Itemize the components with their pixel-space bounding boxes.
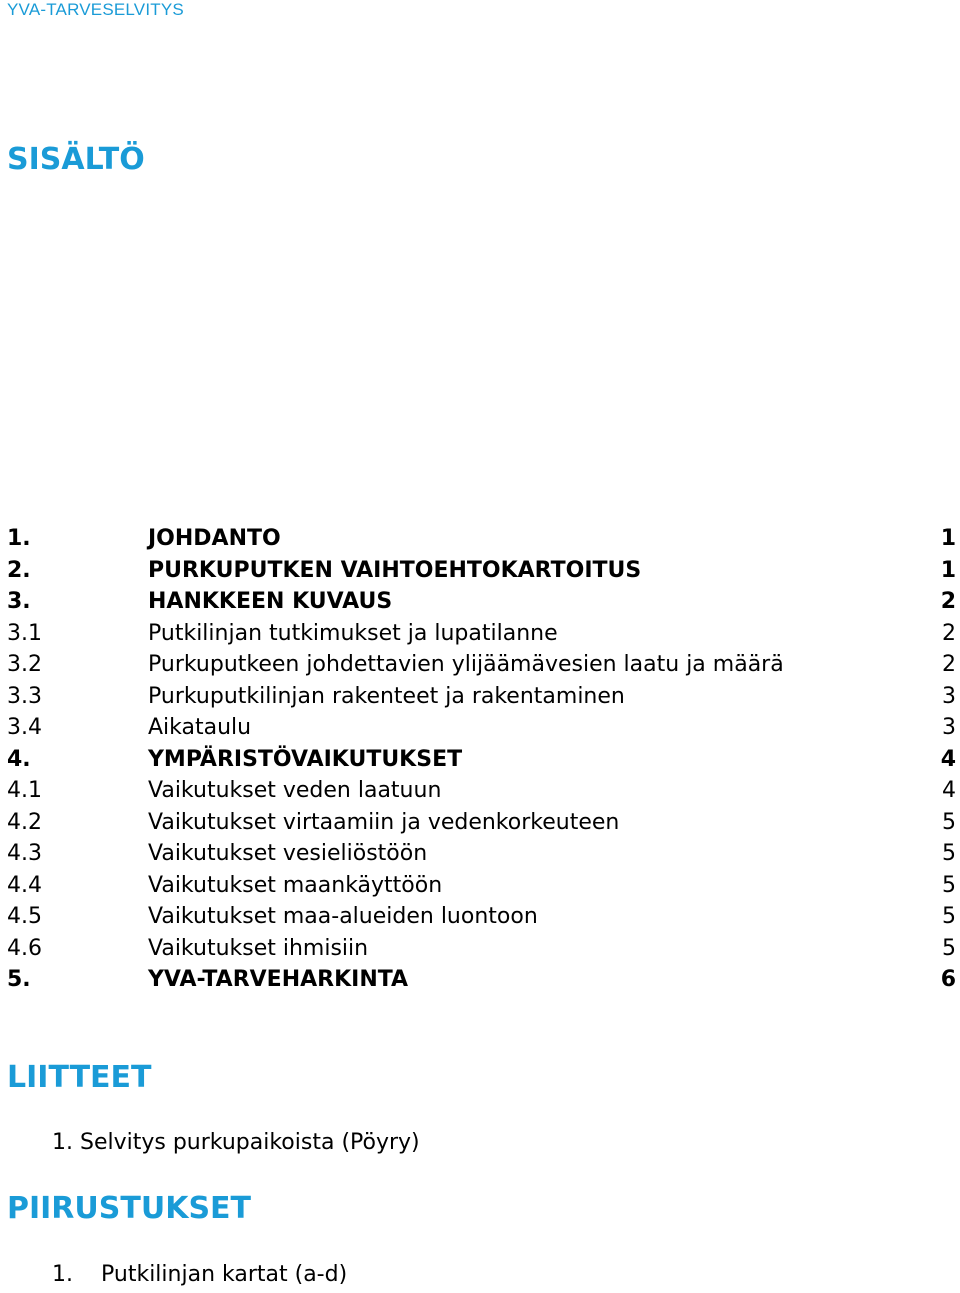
toc-entry-title: Vaikutukset vesieliöstöön (148, 841, 428, 867)
toc-entry (0, 712, 960, 744)
drawings-heading: PIIRUSTUKSET (7, 1191, 252, 1226)
toc-entry-page: 5 (942, 841, 956, 867)
toc-entry-number: 4.1 (7, 778, 42, 804)
toc-entry-title: Aikataulu (148, 715, 252, 741)
drawing-item-number: 1. (52, 1262, 73, 1287)
table-of-contents (0, 523, 960, 996)
toc-entry-number: 4.6 (7, 935, 42, 961)
toc-entry-number: 1. (7, 526, 31, 551)
toc-entry-number: 4.3 (7, 841, 42, 867)
toc-entry-page: 1 (940, 557, 956, 583)
appendix-item: 1. Selvitys purkupaikoista (Pöyry) (52, 1130, 420, 1155)
contents-heading: SISÄLTÖ (7, 142, 145, 177)
toc-entry-title: JOHDANTO (148, 526, 281, 551)
toc-entry-title: Purkuputkeen johdettavien ylijäämävesien laatu ja määrä (148, 652, 784, 678)
toc-entry-number: 3.4 (7, 715, 42, 741)
toc-entry (0, 649, 960, 681)
toc-entry (0, 681, 960, 713)
toc-entry-page: 5 (942, 904, 956, 930)
toc-entry-page: 1 (940, 526, 956, 551)
toc-entry-number: 3. (7, 589, 31, 615)
running-header: YVA-TARVESELVITYS (7, 0, 184, 19)
toc-entry-title: Vaikutukset maa-alueiden luontoon (148, 904, 538, 930)
toc-entry-title: PURKUPUTKEN VAIHTOEHTOKARTOITUS (148, 557, 642, 583)
toc-entry (0, 555, 960, 587)
toc-entry-title: Purkuputkilinjan rakenteet ja rakentaminen (148, 683, 625, 709)
toc-entry-title: YVA-TARVEHARKINTA (148, 967, 409, 993)
toc-entry-page: 2 (942, 620, 956, 646)
appendices-heading: LIITTEET (7, 1060, 152, 1095)
toc-entry-page: 2 (942, 652, 956, 678)
toc-entry-number: 4.5 (7, 904, 42, 930)
toc-entry (0, 523, 960, 555)
toc-entry-title: Vaikutukset maankäyttöön (148, 872, 443, 898)
toc-entry-title: YMPÄRISTÖVAIKUTUKSET (148, 746, 463, 772)
toc-entry (0, 744, 960, 776)
toc-entry-page: 4 (942, 778, 956, 804)
toc-entry-number: 4.2 (7, 809, 42, 835)
toc-entry-title: Vaikutukset virtaamiin ja vedenkorkeuteen (148, 809, 620, 835)
toc-entry-page: 2 (940, 589, 956, 615)
toc-entry-page: 6 (940, 967, 956, 993)
toc-entry-page: 3 (942, 715, 956, 741)
toc-entry-number: 5. (7, 967, 31, 993)
toc-entry-page: 3 (942, 683, 956, 709)
toc-entry-number: 4. (7, 746, 31, 772)
toc-entry-title: Vaikutukset veden laatuun (148, 778, 442, 804)
toc-entry-title: Putkilinjan tutkimukset ja lupatilanne (148, 620, 558, 646)
toc-entry-number: 3.2 (7, 652, 42, 678)
toc-entry-title: Vaikutukset ihmisiin (148, 935, 369, 961)
toc-entry-page: 4 (940, 746, 956, 772)
toc-entry-number: 4.4 (7, 872, 42, 898)
toc-entry-page: 5 (942, 872, 956, 898)
toc-entry (0, 870, 960, 902)
drawing-item-label: Putkilinjan kartat (a-d) (101, 1262, 348, 1287)
toc-entry (0, 618, 960, 650)
toc-entry (0, 775, 960, 807)
toc-entry (0, 838, 960, 870)
toc-entry-number: 2. (7, 557, 31, 583)
toc-entry (0, 807, 960, 839)
toc-entry-page: 5 (942, 935, 956, 961)
toc-entry (0, 964, 960, 996)
toc-entry (0, 933, 960, 965)
toc-entry-number: 3.1 (7, 620, 42, 646)
toc-entry-number: 3.3 (7, 683, 42, 709)
toc-entry (0, 901, 960, 933)
toc-entry (0, 586, 960, 618)
toc-entry-title: HANKKEEN KUVAUS (148, 589, 393, 615)
toc-entry-page: 5 (942, 809, 956, 835)
